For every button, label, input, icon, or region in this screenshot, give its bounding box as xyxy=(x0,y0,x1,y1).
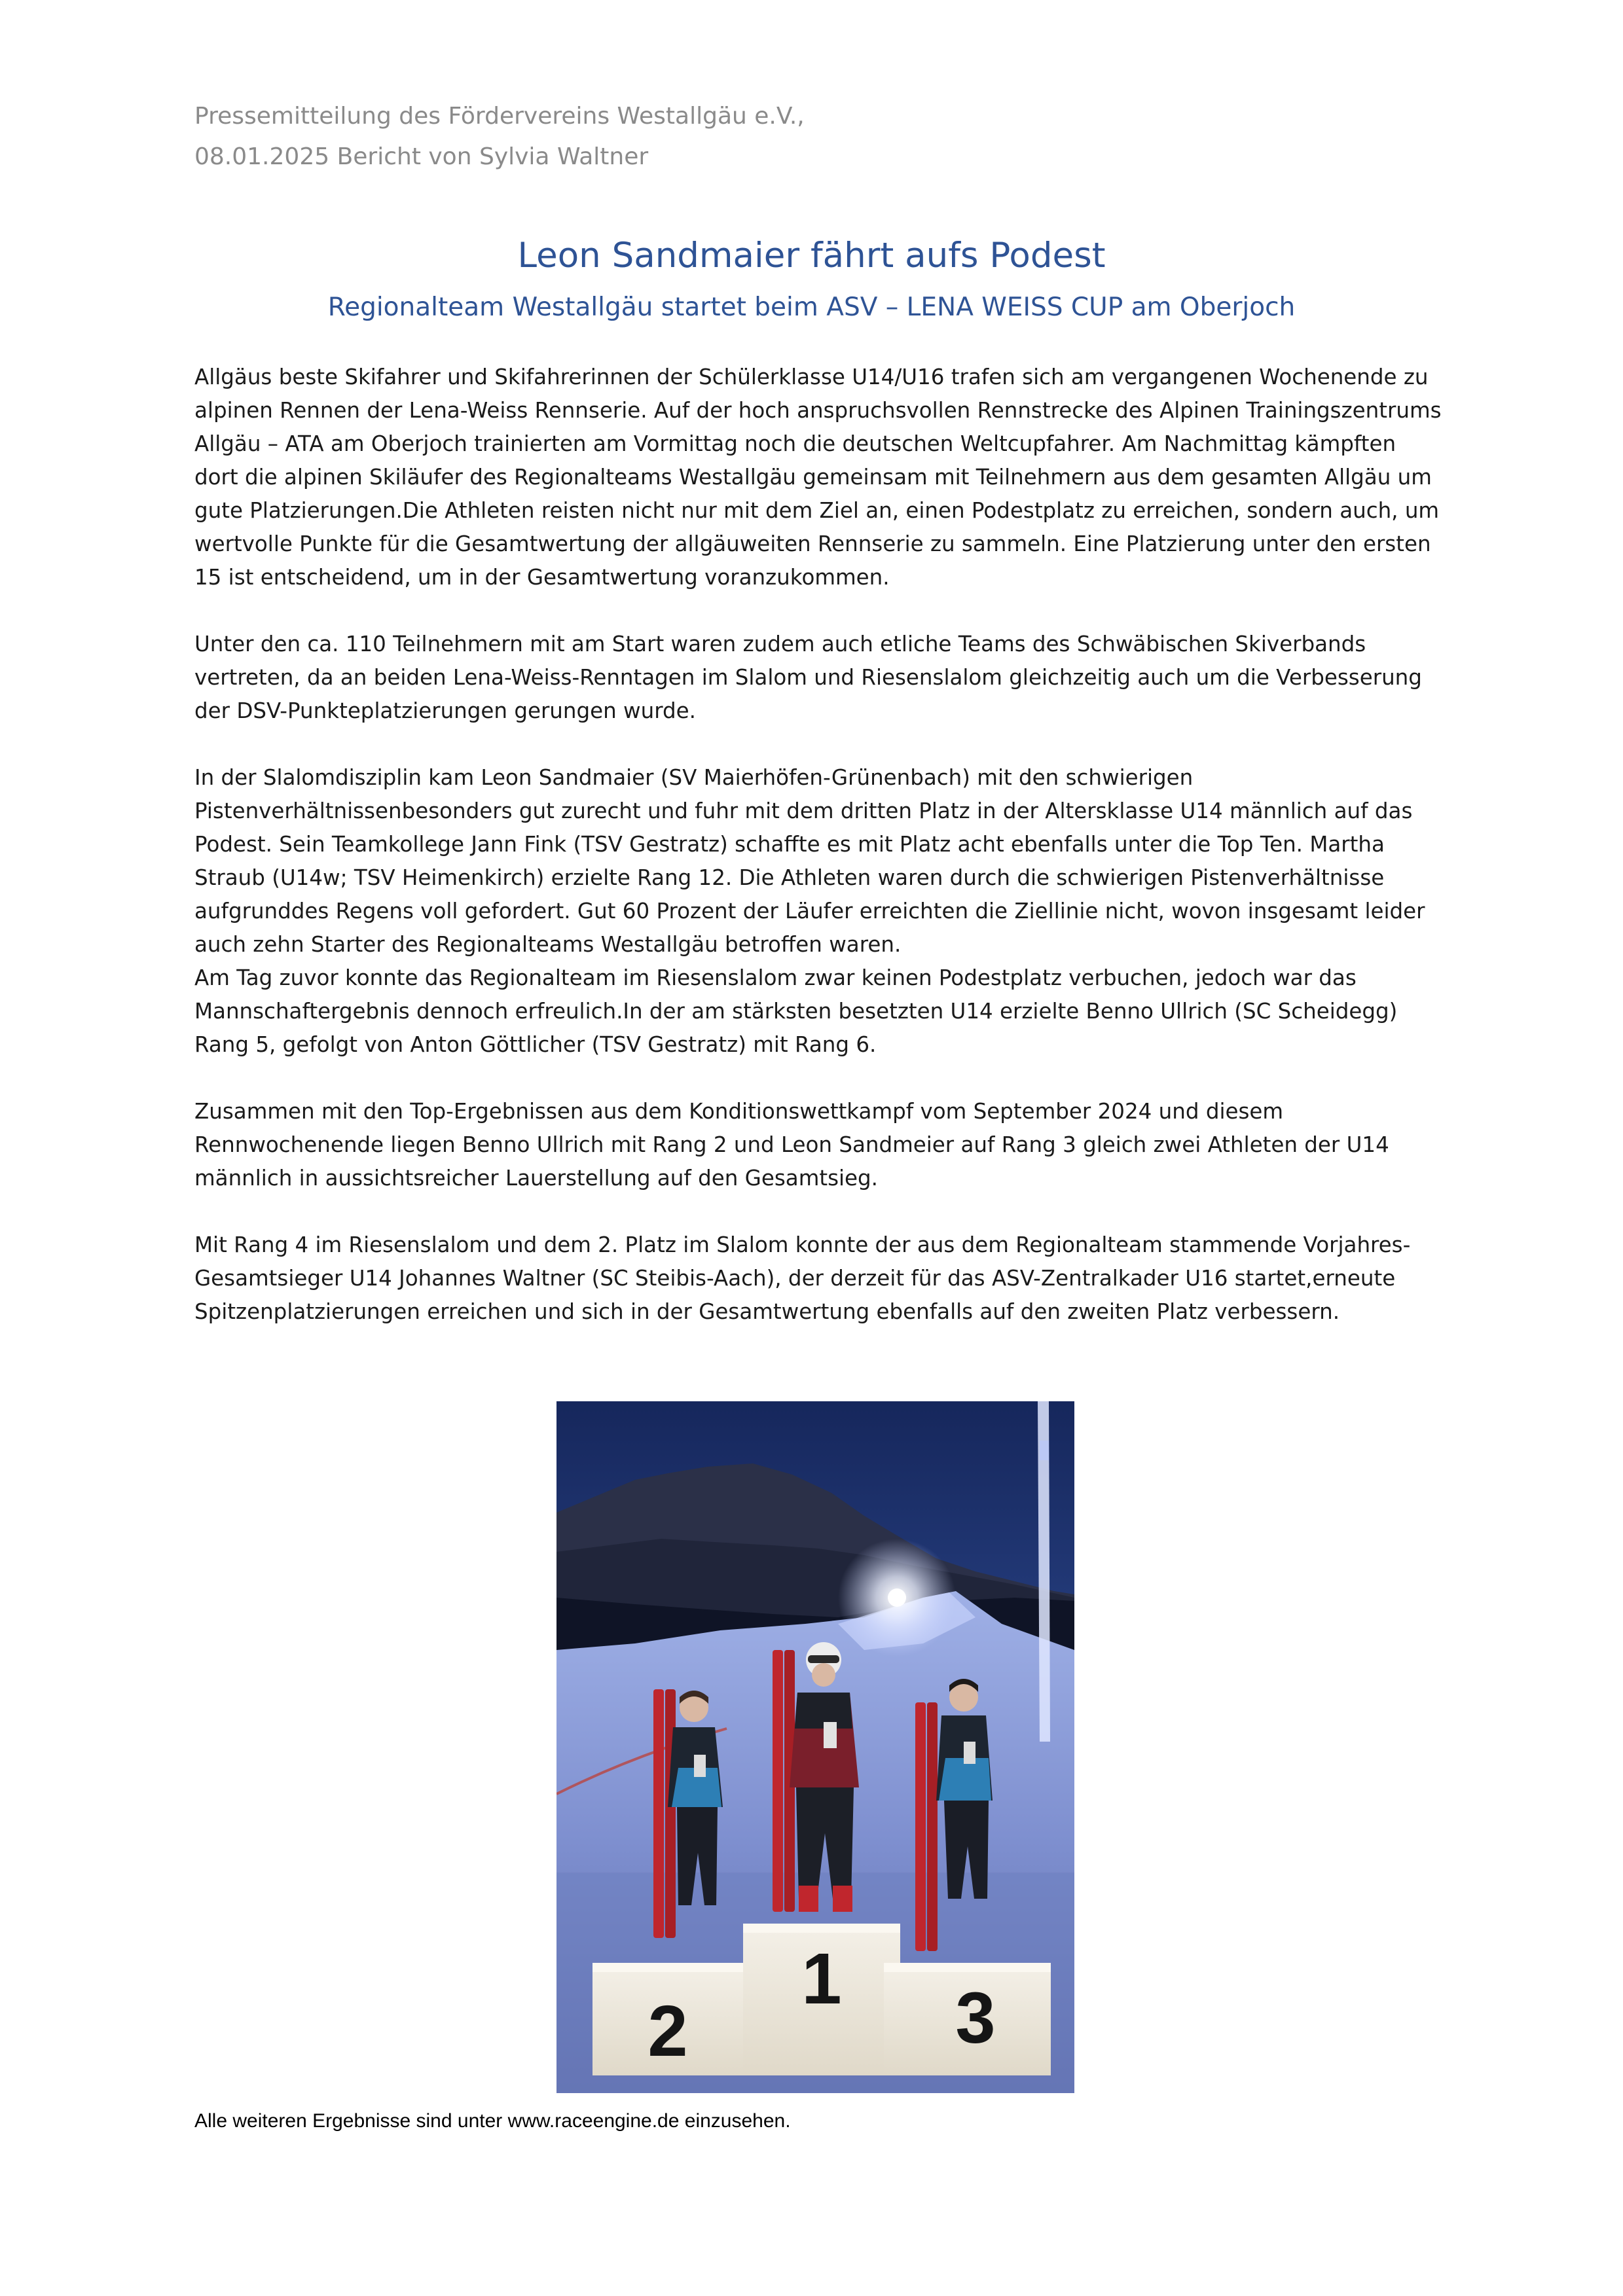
jacket-third-accent xyxy=(939,1758,991,1801)
paragraph-participants: Unter den ca. 110 Teilnehmern mit am Start waren zudem auch etliche Teams des Schwäbischen Skiverbands vertreten, da an beiden Lena-Weiss-Renntagen im Slalom und Riesenslalom gleichzeitig auch um die Verbesserung der DSV-Punkteplatzierungen gerungen wurde. xyxy=(194,632,1422,723)
podium-label-first: 1 xyxy=(801,1939,842,2019)
floodlight-core xyxy=(888,1588,906,1607)
podium-label-third: 3 xyxy=(955,1978,996,2058)
ski-second-b xyxy=(665,1689,676,1938)
header-line-organization: Pressemitteilung des Fördervereins Westallgäu e.V., xyxy=(194,103,805,130)
boot-first-l xyxy=(799,1886,818,1912)
trophy-second xyxy=(694,1755,706,1777)
paragraph-giant-slalom: Am Tag zuvor konnte das Regionalteam im Riesenslalom zwar keinen Podestplatz verbuchen, jedoch war das Mannschaftergebnis dennoch erfreulich.In der am stärksten besetzten U14 erzielte Benno Ullrich (SC Scheidegg) Rang 5, gefolgt von Anton Göttlicher (TSV Gestratz) mit Rang 6. xyxy=(194,965,1398,1057)
face-first xyxy=(812,1663,835,1687)
snow-pole-right-stripe xyxy=(1040,1441,1049,1460)
paragraph-previous-winner: Mit Rang 4 im Riesenslalom und dem 2. Platz im Slalom konnte der aus dem Regionalteam stammende Vorjahres-Gesamtsieger U14 Johannes Waltner (SC Steibis-Aach), der derzeit für das ASV-Zentralkader U16 startet,erneute Spitzenplatzierungen erreichen und sich in der Gesamtwertung ebenfalls auf den zweiten Platz verbessern. xyxy=(194,1232,1411,1324)
ski-first xyxy=(773,1650,783,1912)
press-release-header xyxy=(194,96,1438,177)
article-title: Leon Sandmaier fährt aufs Podest xyxy=(517,236,1106,276)
trophy-first xyxy=(824,1722,837,1748)
ski-second xyxy=(653,1689,664,1938)
podium-photo xyxy=(556,1401,1074,2093)
boot-first-r xyxy=(833,1886,852,1912)
paragraph-slalom: In der Slalomdisziplin kam Leon Sandmaier (SV Maierhöfen-Grünenbach) mit den schwierigen Pistenverhältnissenbesonders gut zurecht und fuhr mit dem dritten Platz in der Altersklasse U14 männlich auf das Podest. Sein Teamkollege Jann Fink (TSV Gestratz) schaffte es mit Platz acht ebenfalls unter die Top Ten. Martha Straub (U14w; TSV Heimenkirch) erzielte Rang 12. Die Athleten waren durch die schwierigen Pistenverhältnisse aufgrunddes Regens voll gefordert. Gut 60 Prozent der Läufer erreichten die Ziellinie nicht, wovon insgesamt leider auch zehn Starter des Regionalteams Westallgäu betroffen waren. xyxy=(194,765,1425,957)
ski-third xyxy=(915,1702,926,1951)
header-line-date-author: 08.01.2025 Bericht von Sylvia Waltner xyxy=(194,143,649,170)
podium-top-first xyxy=(743,1924,900,1933)
paragraph-overall-standing: Zusammen mit den Top-Ergebnissen aus dem Konditionswettkampf vom September 2024 und diesem Rennwochenende liegen Benno Ullrich mit Rang 2 und Leon Sandmeier auf Rang 3 gleich zwei Athleten der U14 männlich in aussichtsreicher Lauerstellung auf den Gesamtsieg. xyxy=(194,1099,1389,1191)
paragraph-intro: Allgäus beste Skifahrer und Skifahrerinnen der Schülerklasse U14/U16 trafen sich am vergangenen Wochenende zu alpinen Rennen der Lena-Weiss Rennserie. Auf der hoch anspruchsvollen Rennstrecke des Alpinen Trainingszentrums Allgäu – ATA am Oberjoch trainierten am Vormittag noch die deutschen Weltcupfahrer. Am Nachmittag kämpften dort die alpinen Skiläufer des Regionalteams Westallgäu gemeinsam mit Teilnehmern aus dem gesamten Allgäu um gute Platzierungen.Die Athleten reisten nicht nur mit dem Ziel an, einen Podestplatz zu erreichen, sondern auch, um wertvolle Punkte für die Gesamtwertung der allgäuweiten Rennserie zu sammeln. Eine Platzierung unter den ersten 15 ist entscheidend, um in der Gesamtwertung voranzukommen. xyxy=(194,365,1442,590)
podium-top-third xyxy=(884,1963,1051,1972)
podium-label-second: 2 xyxy=(647,1991,688,2072)
podium-top-second xyxy=(593,1963,769,1972)
article-body xyxy=(194,361,1445,1329)
results-footnote: Alle weiteren Ergebnisse sind unter www.raceengine.de einzusehen. xyxy=(194,2110,791,2132)
goggles-first xyxy=(808,1655,839,1663)
trophy-third xyxy=(964,1742,976,1764)
article-subtitle: Regionalteam Westallgäu startet beim ASV – LENA WEISS CUP am Oberjoch xyxy=(327,293,1296,322)
ski-third-b xyxy=(927,1702,938,1951)
